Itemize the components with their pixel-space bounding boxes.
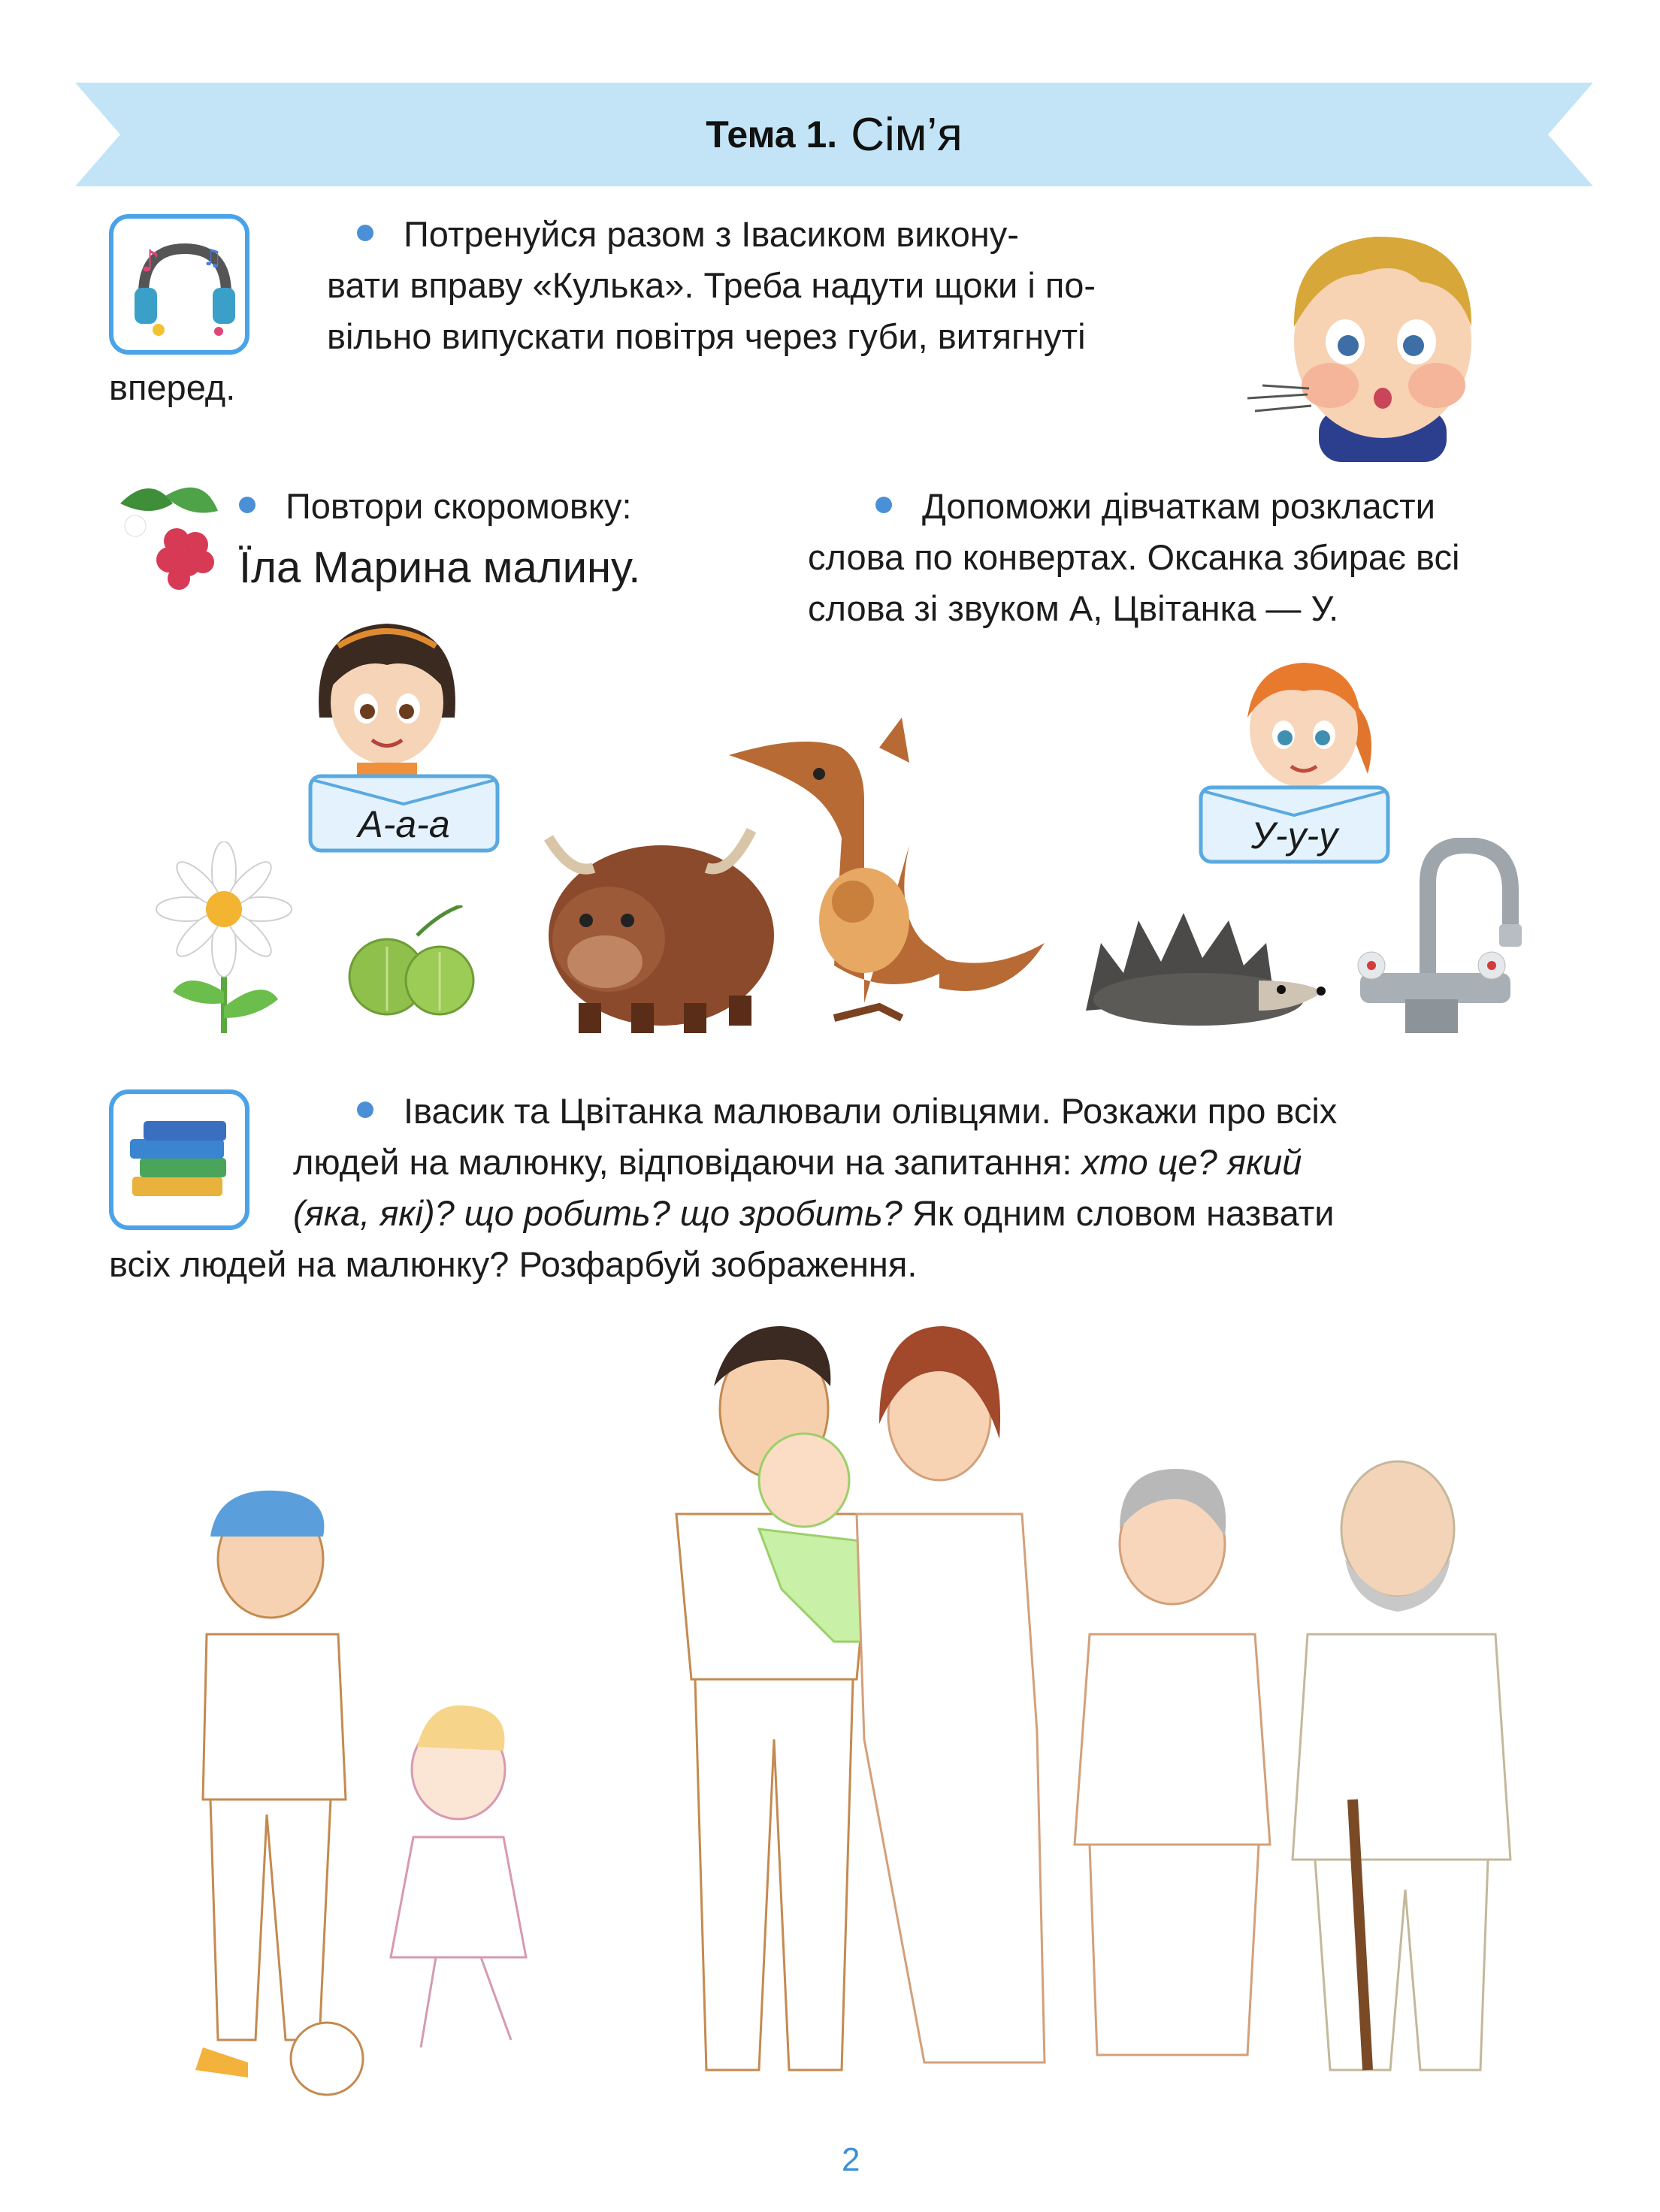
topic-label: Тема 1.: [706, 113, 838, 156]
exercise2-instruction: Повтори скоромовку:: [239, 481, 765, 532]
hedgehog-picture[interactable]: [1071, 898, 1326, 1026]
page-title: [75, 83, 1593, 186]
exercise4-text: Івасик та Цвітанка малювали олівцями. Розкажи про всіх людей на малюнку, відповідаючи на запитання: хто це? який (яка, які)? що робить? що зробить? Як одним словом назвати всіх людей на малюнку? Розфарбуй зображення.: [109, 1091, 1338, 1284]
kangaroo-picture[interactable]: [729, 718, 1052, 1026]
envelope-u[interactable]: У-у-у: [1199, 785, 1390, 864]
svg-text:♫: ♫: [202, 245, 222, 271]
exercise1-text: Потренуйся разом з Івасиком викону- вати вправу «Кулька». Треба надути щоки і по- вільно випускати повітря через губи, витягнуті вперед.: [109, 214, 1096, 407]
topic-title: Сім’я: [851, 108, 963, 161]
girl-oksanka-illustration: [304, 612, 470, 785]
boy-with-ball: [195, 1491, 363, 2095]
little-girl: [391, 1706, 526, 2047]
grandmother: [1075, 1469, 1270, 2055]
bullet-icon: [875, 497, 892, 513]
gooseberry-picture[interactable]: [334, 905, 485, 1026]
tongue-twister: Їла Марина малину.: [239, 543, 641, 592]
exercise3-text: Допоможи дівчаткам розкласти слова по конвертах. Оксанка збирає всі слова зі звуком А, Цвітанка — У.: [808, 486, 1460, 628]
mother: [857, 1326, 1045, 2062]
father: [676, 1326, 872, 2070]
faucet-picture[interactable]: [1338, 838, 1533, 1033]
family-coloring-illustration[interactable]: [135, 1319, 1525, 2096]
bullet-icon: [239, 497, 256, 513]
bullet-icon: [357, 225, 373, 241]
grandfather: [1293, 1461, 1510, 2070]
girl-tsvitanka-illustration: [1225, 646, 1390, 796]
envelope-a[interactable]: А-а-а: [308, 774, 500, 853]
boy-puffing-cheeks-illustration: [1247, 214, 1488, 462]
bullet-icon: [357, 1101, 373, 1118]
page-number: 2: [842, 2141, 860, 2178]
raspberry-icon: [105, 473, 225, 594]
svg-text:♪: ♪: [141, 244, 160, 279]
chamomile-picture[interactable]: [135, 842, 316, 1037]
